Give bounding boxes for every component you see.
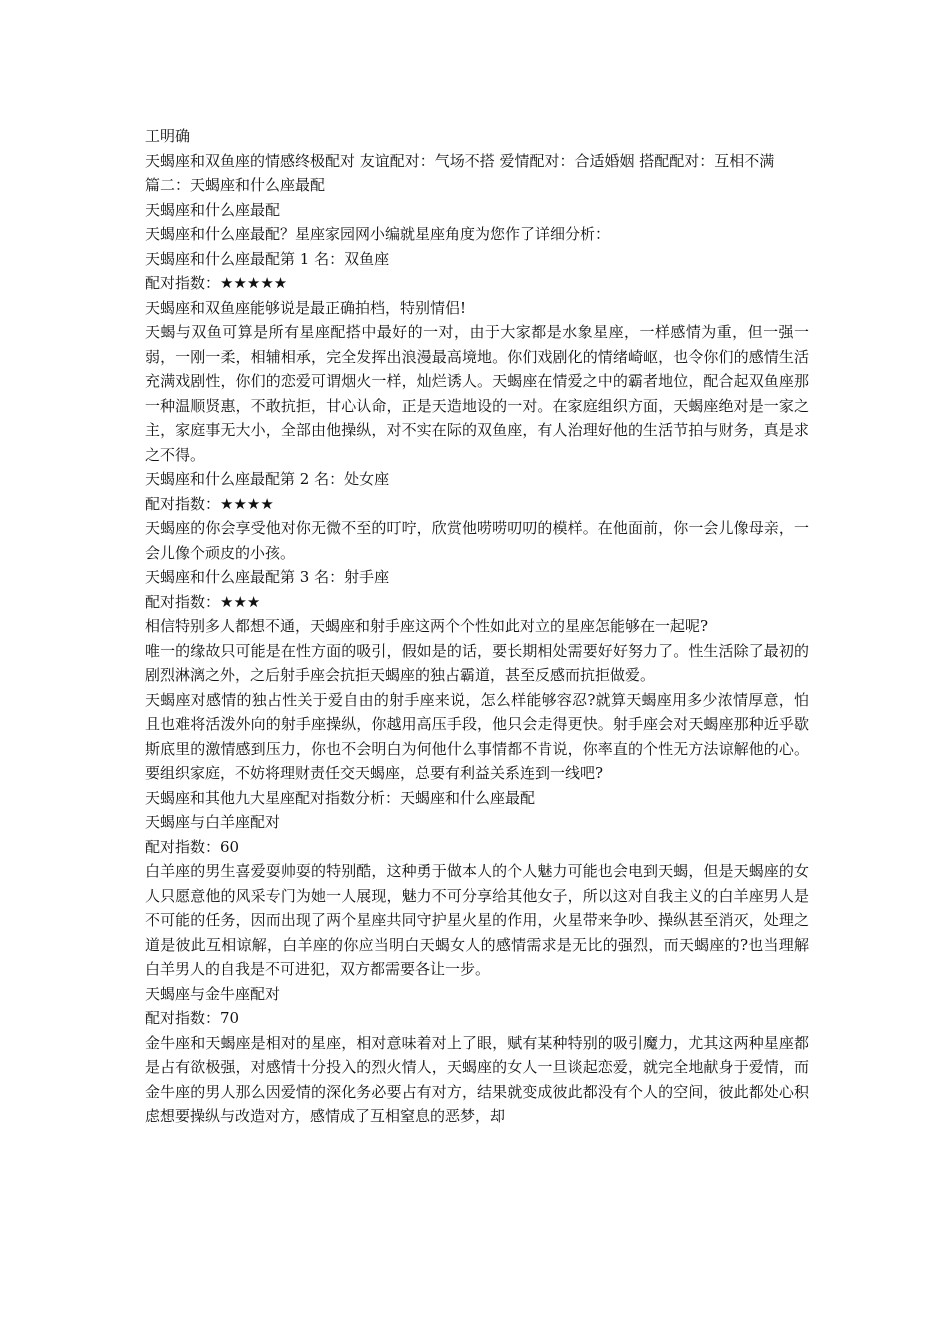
- match-index-line: 配对指数：70: [145, 1009, 240, 1027]
- match-index-line: [145, 271, 809, 296]
- star-rating: ★★★★: [220, 494, 274, 513]
- match-index-line: 配对指数：60: [145, 837, 240, 856]
- paragraph: 天蝎座对感情的独占性关于爱自由的射手座来说，怎么样能够容忍?就算天蝎座用多少浓情厚意，怕且也难将活泼外向的射手座操纵，你越用高压手段，他只会走得更快。射手座会对天蝎座那种近乎歇斯底里的激情感到压力，你也不会明白为何他什么事情都不肯说，你率直的个性无方法谅解他的心。要组织家庭，不妨将理财责任交天蝎座，总要有利益关系连到一线吧?: [145, 690, 809, 782]
- paragraph: 天蝎座和什么座最配？星座家园网小编就星座角度为您作了详细分析：: [145, 225, 611, 243]
- pair-heading: 天蝎座与金牛座配对: [145, 984, 281, 1003]
- document-body: [145, 124, 809, 1129]
- paragraph: 天蝎座和其他九大星座配对指数分析：天蝎座和什么座最配: [145, 788, 536, 807]
- paragraph: 唯一的缘故只可能是在性方面的吸引，假如是的话，要长期相处需要好好努力了。性生活除了最初的剧烈淋漓之外，之后射手座会抗拒天蝎座的独占霸道，甚至反感而抗拒做爱。: [145, 641, 809, 684]
- paragraph: 天蝎座和双鱼座的情感终极配对 友谊配对：气场不搭 爱情配对：合适婚姻 搭配配对：互相不满: [145, 151, 775, 170]
- rank-heading: 天蝎座和什么座最配第 1 名：双鱼座: [145, 249, 390, 268]
- paragraph: 金牛座和天蝎座是相对的星座，相对意味着对上了眼，赋有某种特别的吸引魔力，尤其这两种星座都是占有欲极强，对感情十分投入的烈火情人，天蝎座的女人一旦谈起恋爱，就完全地献身于爱情，而金牛座的男人那么因爱情的深化务必要占有对方，结果就变成彼此都没有个人的空间，彼此都处心积虑想要操纵与改造对方，感情成了互相窒息的恶梦，却: [145, 1033, 809, 1125]
- paragraph: 相信特别多人都想不通，天蝎座和射手座这两个个性如此对立的星座怎能够在一起呢?: [145, 617, 709, 635]
- match-index-label: 配对指数：: [145, 592, 221, 611]
- paragraph: 天蝎座的你会享受他对你无微不至的叮咛，欣赏他唠唠叨叨的模样。在他面前，你一会儿像母亲，一会儿像个顽皮的小孩。: [145, 519, 809, 562]
- match-index-label: 配对指数：: [145, 274, 221, 292]
- rank-heading: 天蝎座和什么座最配第 2 名：处女座: [145, 470, 390, 488]
- star-rating: ★★★★★: [220, 274, 288, 292]
- pair-heading: 天蝎座与白羊座配对: [145, 813, 281, 831]
- paragraph: 天蝎与双鱼可算是所有星座配搭中最好的一对，由于大家都是水象星座，一样感情为重，但一强一弱，一刚一柔，相辅相承，完全发挥出浪漫最高境地。你们戏剧化的情绪崎岖，也令你们的感情生活充满戏剧性，你们的恋爱可谓烟火一样，灿烂诱人。天蝎座在情爱之中的霸者地位，配合起双鱼座那一种温顺贤惠，不敢抗拒，甘心认命，正是天造地设的一对。在家庭组织方面，天蝎座绝对是一家之主，家庭事无大小，全部由他操纵，对不实在际的双鱼座，有人治理好他的生活节拍与财务，真是求之不得。: [145, 323, 809, 464]
- match-index-line: [145, 492, 809, 517]
- rank-heading: 天蝎座和什么座最配第 3 名：射手座: [145, 568, 390, 586]
- paragraph: 天蝎座和什么座最配: [145, 200, 281, 219]
- paragraph: 天蝎座和双鱼座能够说是最正确拍档，特别情侣!: [145, 298, 467, 317]
- section-heading: 篇二：天蝎座和什么座最配: [145, 176, 326, 194]
- match-index-label: 配对指数：: [145, 494, 221, 513]
- paragraph: 白羊座的男生喜爱耍帅耍的特别酷，这种勇于做本人的个人魅力可能也会电到天蝎，但是天蝎座的女人只愿意他的风采专门为她一人展现，魅力不可分享给其他女子，所以这对自我主义的白羊座男人是不可能的任务，因而出现了两个星座共同守护星火星的作用，火星带来争吵、操纵甚至消灭，处理之道是彼此互相谅解，白羊座的你应当明白天蝎女人的感情需求是无比的强烈，而天蝎座的?也当理解白羊男人的自我是不可进犯，双方都需要各让一步。: [145, 862, 809, 978]
- paragraph: 工明确: [145, 127, 191, 145]
- star-rating: ★★★: [220, 592, 261, 611]
- match-index-line: [145, 590, 809, 615]
